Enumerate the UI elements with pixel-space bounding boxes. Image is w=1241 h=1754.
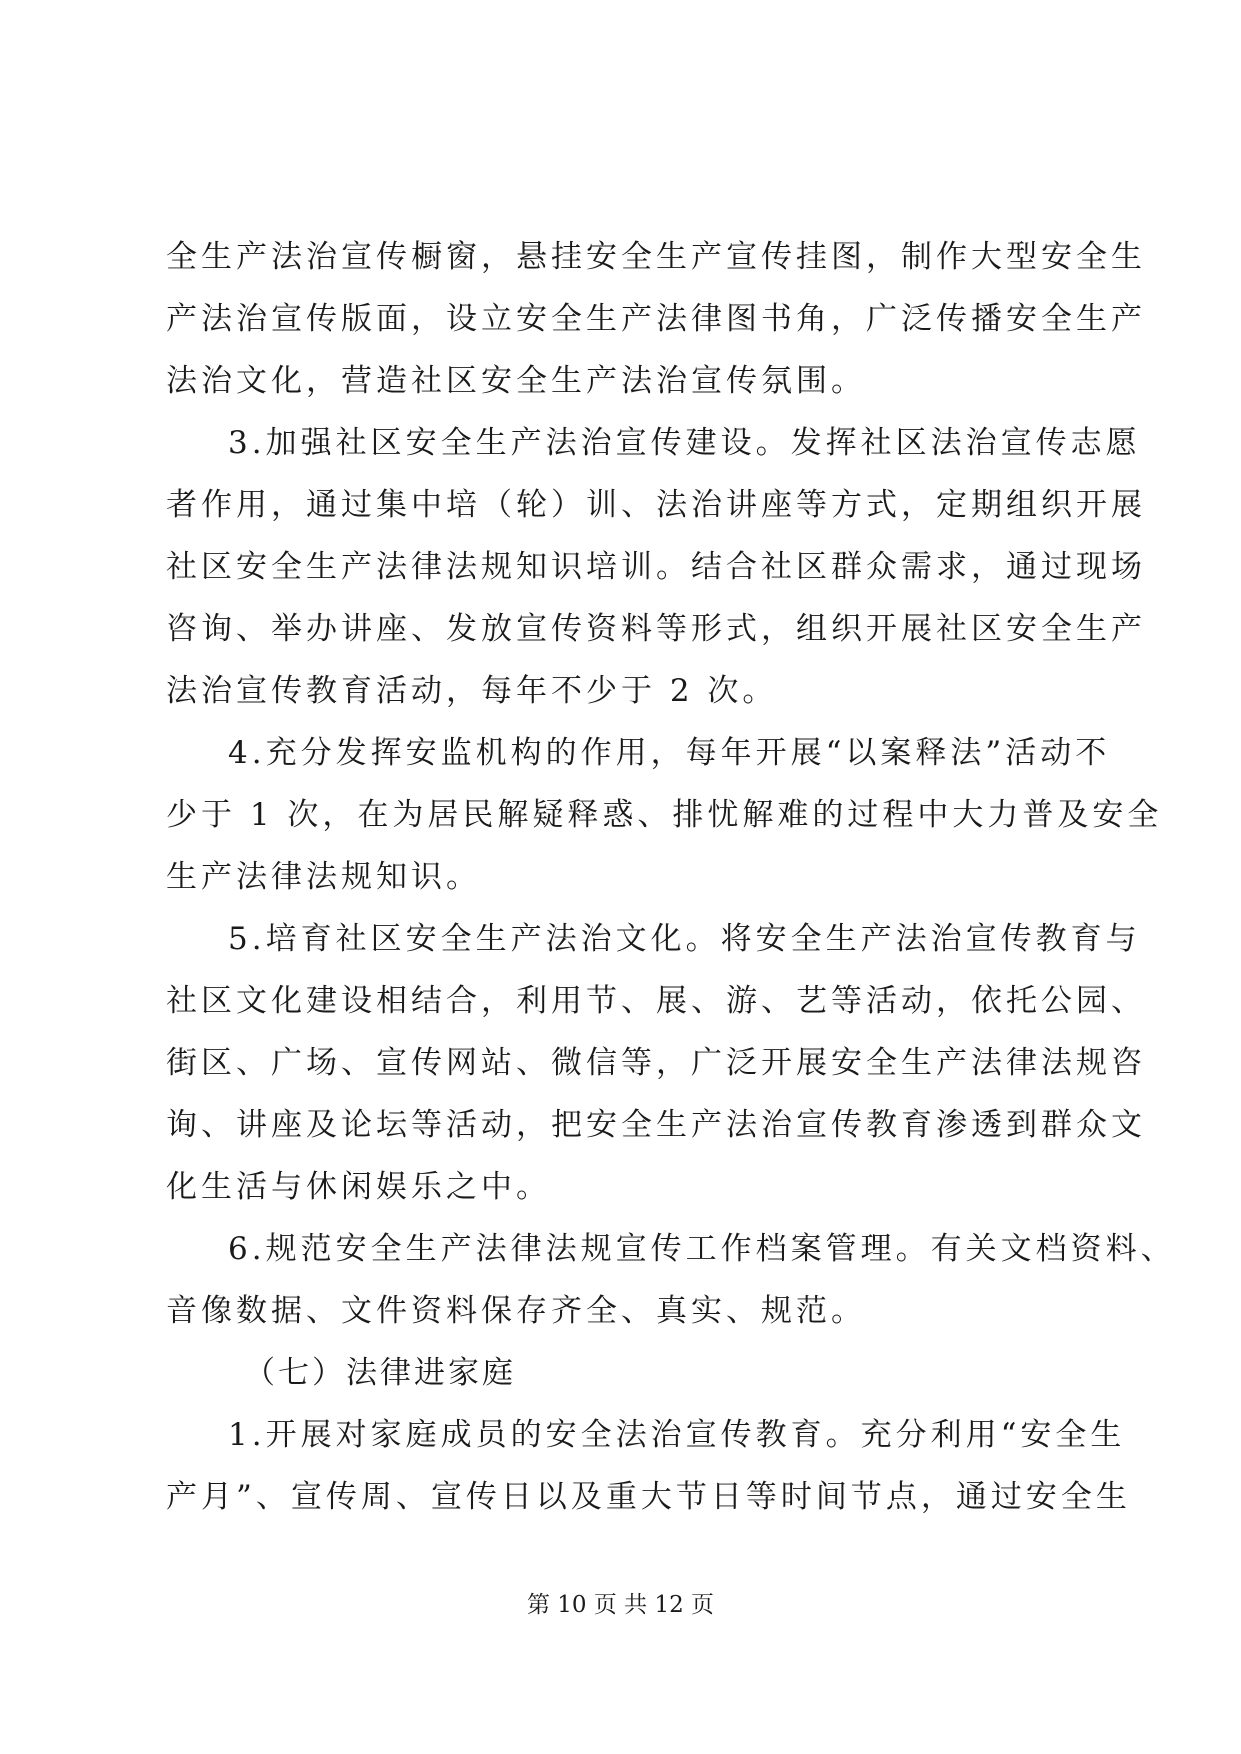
text-line: 产月”、宣传周、宣传日以及重大节日等时间节点，通过安全生 (166, 1479, 1131, 1515)
text-line: 法治宣传教育活动，每年不少于 2 次。 (166, 673, 778, 709)
text-line: 询、讲座及论坛等活动，把安全生产法治宣传教育渗透到群众文 (166, 1107, 1146, 1143)
text-line: 生产法律法规知识。 (166, 859, 481, 895)
text-line: 社区文化建设相结合，利用节、展、游、艺等活动，依托公园、 (166, 983, 1146, 1019)
paragraph-start-line: 5.培育社区安全生产法治文化。将安全生产法治宣传教育与 (228, 921, 1141, 957)
text-line: 街区、广场、宣传网站、微信等，广泛开展安全生产法律法规咨 (166, 1045, 1146, 1081)
text-line: 社区安全生产法律法规知识培训。结合社区群众需求，通过现场 (166, 549, 1146, 585)
paragraph-start-line: 4.充分发挥安监机构的作用，每年开展“以案释法”活动不 (228, 735, 1111, 771)
section-heading: （七）法律进家庭 (244, 1355, 516, 1391)
text-line: 者作用，通过集中培（轮）训、法治讲座等方式，定期组织开展 (166, 487, 1146, 523)
body-text (166, 226, 1176, 1528)
text-line: 化生活与休闲娱乐之中。 (166, 1169, 551, 1205)
text-line: 法治文化，营造社区安全生产法治宣传氛围。 (166, 363, 866, 399)
paragraph-start-line: 1.开展对家庭成员的安全法治宣传教育。充分利用“安全生 (228, 1417, 1126, 1453)
paragraph-start-line: 6.规范安全生产法律法规宣传工作档案管理。有关文档资料、 (228, 1231, 1176, 1267)
paragraph-start-line: 3.加强社区安全生产法治宣传建设。发挥社区法治宣传志愿 (228, 425, 1141, 461)
text-line: 少于 1 次，在为居民解疑释惑、排忧解难的过程中大力普及安全 (166, 797, 1163, 833)
text-line: 全生产法治宣传橱窗，悬挂安全生产宣传挂图，制作大型安全生 (166, 239, 1146, 275)
page-footer: 第 10 页 共 12 页 (526, 1592, 715, 1618)
text-line: 产法治宣传版面，设立安全生产法律图书角，广泛传播安全生产 (166, 301, 1146, 337)
text-line: 音像数据、文件资料保存齐全、真实、规范。 (166, 1293, 866, 1329)
text-line: 咨询、举办讲座、发放宣传资料等形式，组织开展社区安全生产 (166, 611, 1146, 647)
